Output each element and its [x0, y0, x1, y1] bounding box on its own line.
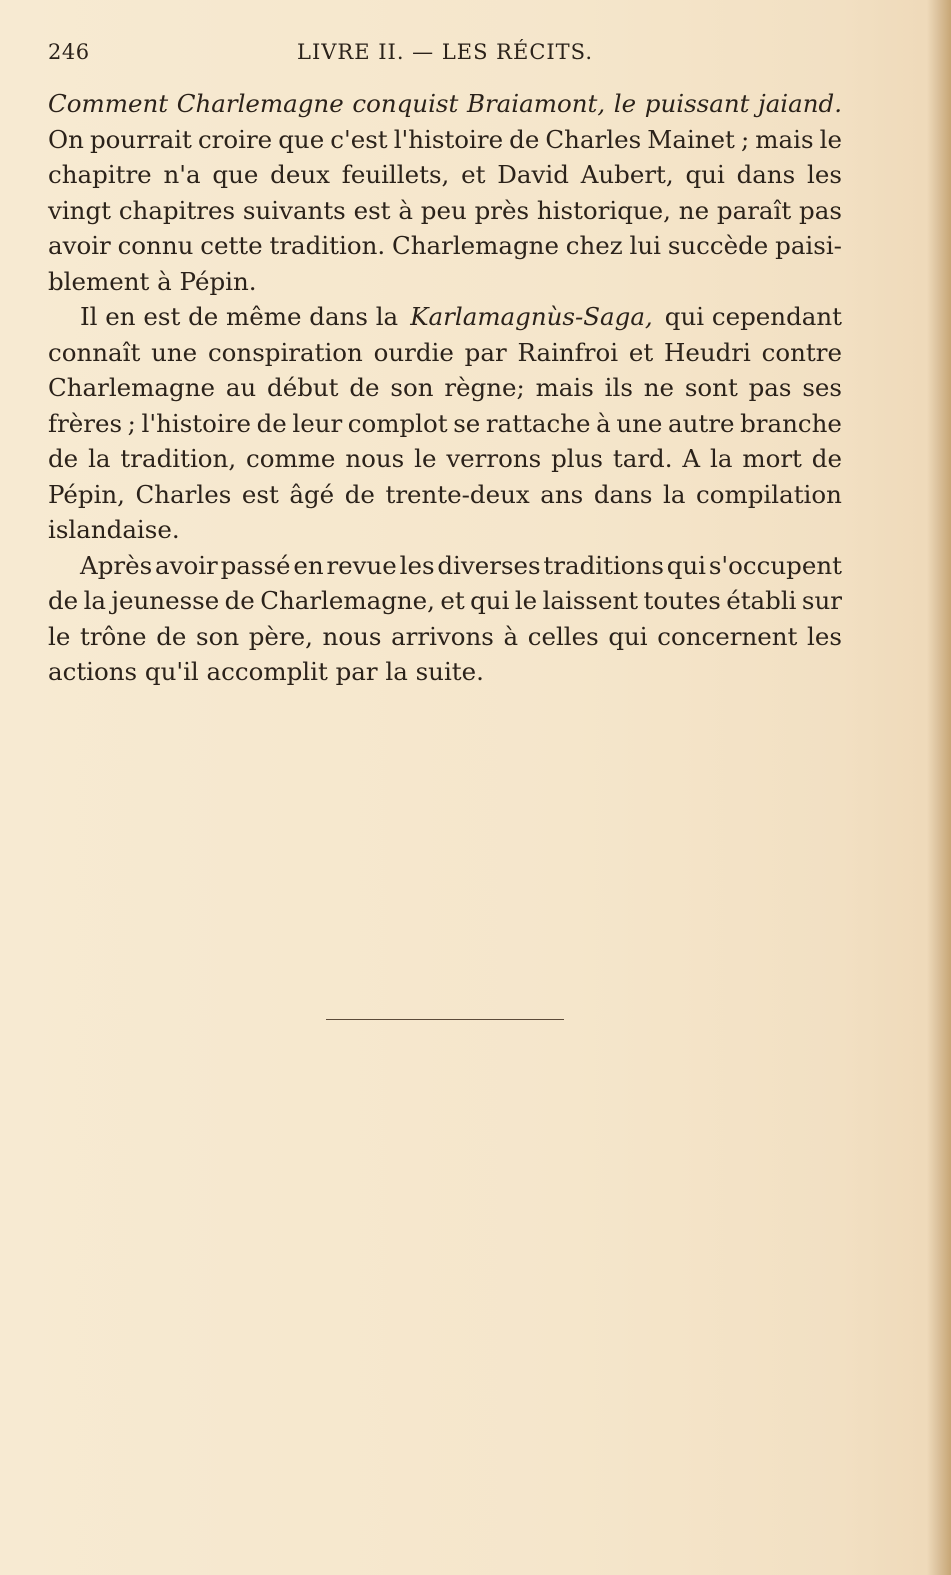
end-rule	[326, 1019, 564, 1020]
word: dans	[736, 160, 796, 189]
word: ourdie	[373, 337, 454, 367]
word: tradition.	[269, 231, 386, 260]
word: une	[151, 337, 198, 367]
word: mais	[755, 124, 814, 154]
word: ne	[678, 195, 710, 225]
word: de	[509, 124, 540, 154]
word: à	[398, 195, 413, 225]
word: et	[440, 586, 465, 615]
word: ils	[604, 373, 633, 402]
word: jaiand.	[758, 89, 842, 118]
word: puissant	[644, 89, 750, 118]
word: trône	[79, 621, 147, 651]
word: arrivons	[391, 621, 494, 651]
text-line	[48, 441, 842, 477]
word: qui	[685, 160, 725, 189]
word: au	[225, 373, 257, 402]
word: Aubert,	[580, 160, 674, 189]
word: nous	[345, 444, 405, 473]
word: les	[399, 550, 435, 580]
word: établi	[726, 586, 797, 615]
word: de	[811, 444, 842, 473]
word: de	[256, 408, 287, 438]
word: revue	[326, 550, 397, 580]
word: et	[628, 337, 654, 367]
text-line	[48, 335, 842, 371]
word: rattache	[485, 408, 591, 438]
word: leur	[292, 408, 343, 438]
page-number: 246	[48, 40, 90, 64]
word: son	[196, 621, 240, 651]
word: qui	[470, 586, 510, 615]
word: la	[710, 444, 733, 473]
word: Pépin,	[48, 479, 125, 509]
word: conquist	[352, 89, 459, 118]
inline-text: qui cependant	[664, 302, 842, 331]
word: diverses	[437, 550, 541, 580]
word: âgé	[289, 479, 335, 509]
text-line	[48, 477, 842, 513]
page-edge	[927, 0, 951, 1575]
word: croire	[197, 124, 273, 154]
word: avoir	[155, 550, 218, 580]
word: deux	[270, 160, 330, 189]
word: concernent	[657, 621, 798, 651]
word: s'occupent	[708, 550, 842, 580]
word: et	[461, 160, 486, 189]
word: paraît	[716, 195, 792, 225]
word: pas	[799, 195, 842, 225]
page-header	[48, 36, 842, 68]
word: laissent	[542, 586, 639, 615]
word: le	[819, 124, 842, 154]
word: la	[663, 479, 686, 509]
word: ses	[802, 373, 842, 402]
word: ;	[740, 124, 750, 154]
word: de	[224, 586, 255, 615]
word: contre	[761, 337, 842, 367]
inline-text: Il en est de même dans la	[80, 302, 399, 331]
word: le	[48, 621, 71, 651]
word: avoir	[48, 231, 111, 260]
word: mais	[535, 373, 594, 402]
text-line	[48, 86, 842, 122]
word: de	[48, 586, 79, 615]
word: à	[596, 408, 611, 438]
word: historique,	[536, 195, 671, 225]
word: trente-deux	[385, 479, 530, 509]
word: comme	[246, 444, 336, 473]
word: n'a	[163, 160, 201, 189]
word: Charlemagne,	[260, 586, 435, 615]
word: de	[349, 373, 380, 402]
word: traditions	[543, 550, 664, 580]
word: ;	[127, 408, 136, 438]
word: paisi-	[775, 231, 842, 260]
word: toutes	[643, 586, 721, 615]
word: l'histoire	[393, 124, 504, 154]
word: le	[514, 586, 538, 615]
word: jeunesse	[111, 586, 220, 615]
word: de	[156, 621, 187, 651]
word: Braiamont,	[466, 89, 606, 118]
word: connu	[117, 231, 194, 260]
saga-title: Karlamagnùs-Saga,	[410, 302, 653, 331]
word: chez	[565, 231, 623, 260]
word: autre	[668, 408, 735, 438]
word: peu	[420, 195, 467, 225]
text-line	[48, 406, 842, 442]
word: près	[474, 195, 530, 225]
word: début	[267, 373, 339, 402]
word: son	[390, 373, 434, 402]
text-line: islandaise.	[48, 515, 180, 544]
word: une	[616, 408, 663, 438]
word: les	[806, 621, 842, 651]
word: est	[353, 195, 391, 225]
word: le	[613, 89, 637, 118]
word: est	[241, 479, 279, 509]
word: tradition,	[120, 444, 237, 473]
word: à	[503, 621, 519, 651]
word: Comment	[48, 89, 169, 118]
word: c'est	[330, 124, 388, 154]
word: Charles	[135, 479, 232, 509]
text-line-mixed	[48, 299, 842, 335]
word: Rainfroi	[517, 337, 619, 367]
word: Après	[80, 550, 153, 580]
word: que	[278, 124, 325, 154]
text-line	[48, 583, 842, 619]
word: chapitres	[118, 195, 236, 225]
word: dans	[593, 479, 653, 509]
word: père,	[248, 621, 313, 651]
word: de	[344, 479, 375, 509]
word: mort	[742, 444, 802, 473]
text-line	[48, 193, 842, 229]
word: succède	[667, 231, 769, 260]
word: connaît	[48, 337, 141, 367]
word: Charles	[545, 124, 642, 154]
text-line: blement à Pépin.	[48, 266, 257, 296]
text-line	[48, 157, 842, 193]
word: verrons	[446, 444, 542, 473]
text-line	[48, 548, 842, 584]
word: frères	[48, 408, 123, 438]
word: la	[83, 586, 107, 615]
word: tard.	[612, 444, 673, 473]
word: conspiration	[207, 337, 363, 367]
word: pas	[748, 373, 792, 402]
word: Charlemagne	[48, 373, 215, 402]
word: passé	[220, 550, 291, 580]
word: feuillets,	[341, 160, 450, 189]
word: la	[88, 444, 111, 473]
word: vingt	[48, 195, 111, 225]
word: les	[807, 160, 842, 189]
word: David	[497, 160, 569, 189]
text-line	[48, 122, 842, 158]
word: branche	[740, 408, 842, 438]
text-line	[48, 619, 842, 655]
word: Charlemagne	[176, 89, 344, 118]
word: nous	[322, 621, 382, 651]
word: plus	[551, 444, 603, 473]
word: l'histoire	[141, 408, 251, 438]
word: de	[48, 444, 79, 473]
word: qui	[666, 550, 707, 580]
word: A	[682, 444, 701, 473]
word: Charlemagne	[391, 231, 559, 260]
word: que	[212, 160, 259, 189]
word: en	[293, 550, 324, 580]
word: règne;	[444, 373, 525, 402]
text-line	[48, 370, 842, 406]
word: Mainet	[647, 124, 735, 154]
word: par	[464, 337, 507, 367]
word: ne	[643, 373, 675, 402]
running-head: LIVRE II. — LES RÉCITS.	[297, 40, 593, 64]
word: sur	[801, 586, 842, 615]
word: On	[48, 124, 84, 154]
word: le	[414, 444, 437, 473]
word: chapitre	[48, 160, 152, 189]
word: lui	[629, 231, 661, 260]
text-line	[48, 228, 842, 264]
word: cette	[200, 231, 263, 260]
word: qui	[608, 621, 648, 651]
word: ans	[540, 479, 584, 509]
word: compilation	[696, 479, 842, 509]
word: Heudri	[663, 337, 751, 367]
word: suivants	[242, 195, 346, 225]
body-text	[48, 86, 842, 690]
word: se	[453, 408, 481, 438]
text-line: actions qu'il accomplit par la suite.	[48, 657, 484, 686]
word: complot	[347, 408, 448, 438]
word: sont	[684, 373, 738, 402]
word: pourrait	[89, 124, 192, 154]
word: celles	[527, 621, 599, 651]
